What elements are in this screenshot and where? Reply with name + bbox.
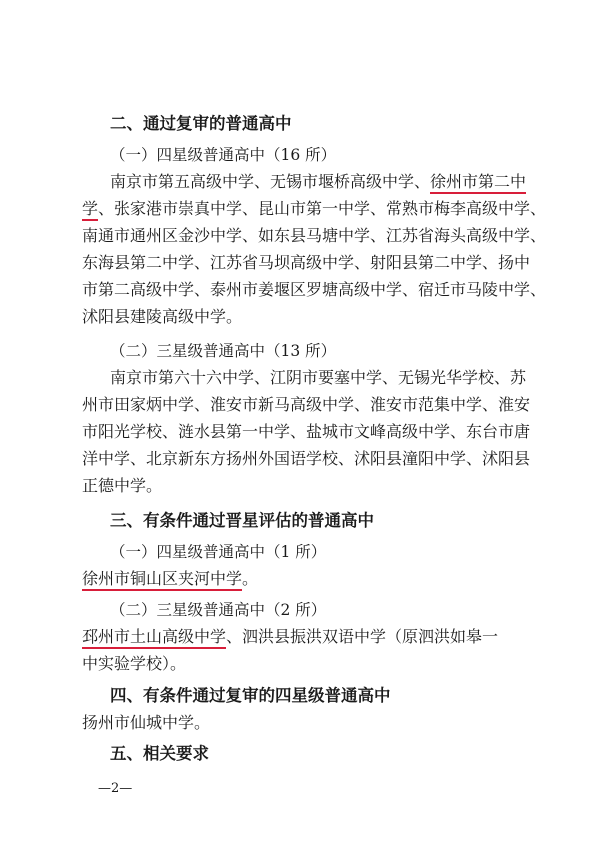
section-4-title: 四、有条件通过复审的四星级普通高中	[110, 686, 391, 705]
section-2-sub-2-heading: （二）三星级普通高中（13 所）	[110, 342, 337, 360]
underlined-school-name: 徐州市第二中	[430, 172, 526, 194]
paragraph-line: 正德中学。	[82, 476, 163, 495]
paragraph-line: 中实验学校）。	[82, 654, 187, 673]
paragraph-line	[82, 567, 522, 591]
text-span: 。	[242, 569, 259, 588]
section-3-sub-1-heading: （一）四星级普通高中（1 所）	[110, 543, 327, 561]
section-3-sub-2-heading: （二）三星级普通高中（2 所）	[110, 601, 327, 619]
paragraph-line	[82, 197, 547, 221]
underlined-school-name-cont: 学	[82, 199, 98, 221]
paragraph-line: 扬州市仙城中学。	[82, 713, 211, 732]
paragraph-line	[82, 625, 522, 649]
paragraph-line: 南通市通州区金沙中学、如东县马塘中学、江苏省海头高级中学、	[82, 226, 547, 245]
paragraph-line: 沭阳县建陵高级中学。	[82, 307, 243, 326]
paragraph-line: 市第二高级中学、泰州市姜堰区罗塘高级中学、宿迁市马陵中学、	[82, 280, 547, 299]
paragraph-line: 市阳光学校、涟水县第一中学、盐城市文峰高级中学、东台市唐	[82, 422, 531, 441]
underlined-school-name: 徐州市铜山区夹河中学	[82, 569, 242, 591]
paragraph-line: 南京市第六十六中学、江阴市要塞中学、无锡光华学校、苏	[110, 368, 527, 387]
section-5-title: 五、相关要求	[110, 744, 209, 763]
paragraph-line	[110, 170, 550, 194]
paragraph-line: 洋中学、北京新东方扬州外国语学校、沭阳县潼阳中学、沭阳县	[82, 449, 531, 468]
section-2-title: 二、通过复审的普通高中	[110, 114, 292, 133]
paragraph-line: 州市田家炳中学、淮安市新马高级中学、淮安市范集中学、淮安	[82, 395, 531, 414]
section-3-title: 三、有条件通过晋星评估的普通高中	[110, 511, 374, 530]
underlined-school-name: 邳州市土山高级中学	[82, 627, 226, 649]
page-number: —2—	[98, 781, 133, 796]
text-span: 、泗洪县振洪双语中学（原泗洪如皋一	[226, 627, 499, 646]
paragraph-line: 东海县第二中学、江苏省马坝高级中学、射阳县第二中学、扬中	[82, 253, 531, 272]
text-span: 、张家港市崇真中学、昆山市第一中学、常熟市梅李高级中学、	[98, 199, 547, 218]
section-2-sub-1-heading: （一）四星级普通高中（16 所）	[110, 146, 337, 164]
text-span: 南京市第五高级中学、无锡市堰桥高级中学、	[110, 172, 431, 191]
